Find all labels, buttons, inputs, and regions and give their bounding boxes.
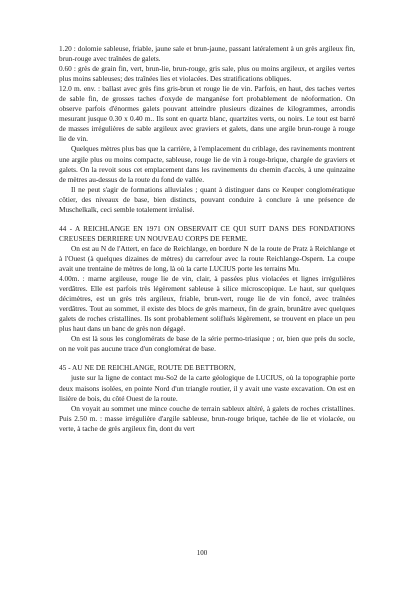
- page-number: 100: [196, 549, 208, 557]
- paragraph-dolomie: 1.20 : dolomie sableuse, friable, jaune sale et brun-jaune, passant latéralement à un grès argileux fin, brun-rouge avec traînées de galets.: [59, 44, 355, 64]
- paragraph-conglomerats: On est là sous les conglomérats de base de la série permo-triasique ; or, bien que près du socle, on ne voit pas aucune trace d'un conglomérat de base.: [59, 334, 355, 354]
- section-heading-44: 44 - A REICHLANGE EN 1971 ON OBSERVAIT CE QUI SUIT DANS DES FONDATIONS CREUSEES DERRIERE UN NOUVEAU CORPS DE FERME.: [59, 223, 355, 243]
- paragraph-contact: juste sur la ligne de contact mu-So2 de la carte géologique de LUCIUS, où la topographie porte deux maisons isolées, en pointe Nord d'un triangle routier, il y avait une vaste excavation. On est en lisière de bois, du côté Ouest de la route.: [59, 373, 355, 403]
- paragraph-ballast: 12.0 m. env. : ballast avec grès fins gris-brun et rouge lie de vin. Parfois, en haut, des taches vertes de sable fin, de grosses taches d'oxyde de manganèse fort probablement de néoformation. On observe parfois d'énormes galets pouvant atteindre plusieurs dizaines de kilogrammes, arrondis mesurant jusque 0.30 x 0.40 m.. Ils sont en quartz blanc, quartzites verts, ou noirs. Le tout est barré de masses irrégulières de sable argileux avec graviers et galets, dans une argile brun-rouge à rouge lie de vin.: [59, 84, 355, 144]
- paragraph-marne: 4.00m. : marne argileuse, rouge lie de vin, clair, à passées plus violacées et lignes irrégulières verdâtres. Elle est parfois très légèrement sableuse à silice microscopique. Le haut, sur quelques décimètres, est un grès très argileux, friable, brun-vert, rouge lie de vin foncé, avec traînées verdâtres. Tout au sommet, il existe des blocs de grès marneux, fin de grain, brunâtre avec quelques galets de roches cristallines. Ils sont probablement soliflués légèrement, se trouvent en place un peu plus haut dans un banc de grès non dégagé.: [59, 274, 355, 334]
- paragraph-attert: On est au N de l'Attert, en face de Reichlange, en bordure N de la route de Pratz à Reichlange et à l'Ouest (à quelques dizaines de mètres) du carrefour avec la route Reichlange-Ospern. La coupe avait une trentaine de mètres de long, là où la carte LUCIUS porte les terrains Mu.: [59, 243, 355, 273]
- paragraph-formations: Il ne peut s'agir de formations alluviales ; quant à distinguer dans ce Keuper conglomératique côtier, des niveaux de base, bien distincts, pouvant conduire à conclure à une présence de Muschelkalk, ceci semble totalement irréalisé.: [59, 184, 355, 214]
- body-text: [59, 44, 355, 434]
- paragraph-sommet: On voyait au sommet une mince couche de terrain sableux altéré, à galets de roches cristallines. Puis 2.50 m. : masse irrégulière d'argile sableuse, brun-rouge brique, tachée de lie et violacée, ou verte, à tache de grès argileux fin, dont du vert: [59, 403, 355, 433]
- section-heading-45: 45 - AU NE DE REICHLANGE, ROUTE DE BETTBORN,: [59, 363, 236, 373]
- paragraph-gres-fin: 0.60 : grès de grain fin, vert, brun-lie, brun-rouge, gris sale, plus ou moins argileux, et argiles vertes plus moins sableuses; des traînées lies et violacées. Des stratifications obliques.: [59, 64, 355, 84]
- paragraph-ravinements: Quelques mètres plus bas que la carrière, à l'emplacement du criblage, des ravinements montrent une argile plus ou moins compacte, sableuse, rouge lie de vin à rouge-brique, chargée de graviers et galets. On la revoit sous cet emplacement dans les ravinements du chemin d'accès, à une quinzaine de mètres au-dessus de la route du fond de vallée.: [59, 144, 355, 184]
